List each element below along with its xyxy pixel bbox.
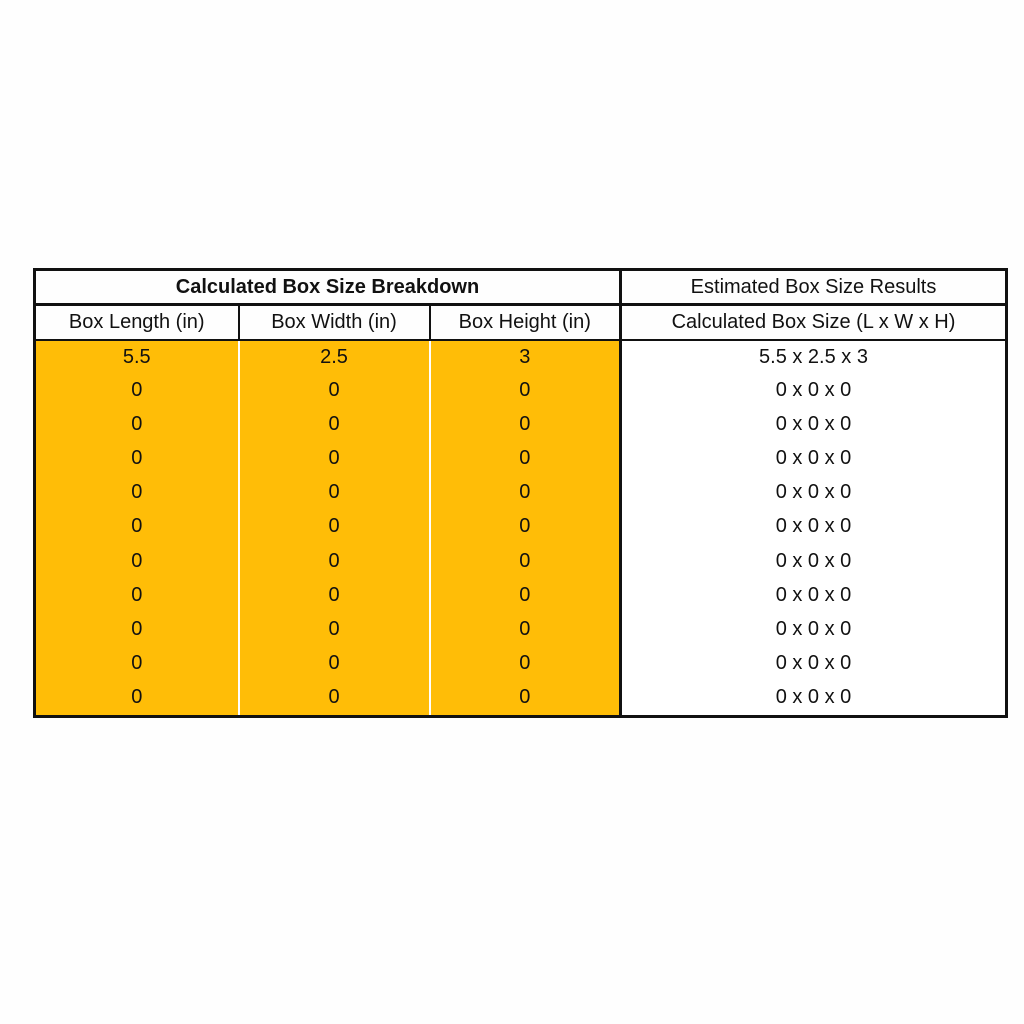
box-length-cell[interactable]: 0: [35, 374, 239, 408]
box-width-cell[interactable]: 2.5: [239, 340, 430, 374]
table-row: [35, 408, 1007, 442]
table-row: [35, 646, 1007, 680]
table-row: [35, 510, 1007, 544]
table-row: [35, 612, 1007, 646]
column-header-row: [35, 305, 1007, 340]
box-width-cell[interactable]: 0: [239, 612, 430, 646]
calculated-size-cell: 0 x 0 x 0: [621, 680, 1007, 716]
box-height-cell[interactable]: 0: [430, 476, 621, 510]
box-width-cell[interactable]: 0: [239, 578, 430, 612]
table-row: [35, 476, 1007, 510]
table-body: [35, 340, 1007, 717]
box-length-cell[interactable]: 0: [35, 510, 239, 544]
box-length-cell[interactable]: 0: [35, 646, 239, 680]
calculated-size-cell: 0 x 0 x 0: [621, 374, 1007, 408]
box-width-cell[interactable]: 0: [239, 646, 430, 680]
calculated-size-cell: 0 x 0 x 0: [621, 578, 1007, 612]
calculated-size-cell: 0 x 0 x 0: [621, 510, 1007, 544]
breakdown-group-header: Calculated Box Size Breakdown: [35, 270, 621, 305]
box-length-cell[interactable]: 0: [35, 578, 239, 612]
table-row: [35, 374, 1007, 408]
box-height-cell[interactable]: 0: [430, 646, 621, 680]
box-length-cell[interactable]: 0: [35, 442, 239, 476]
box-width-cell[interactable]: 0: [239, 510, 430, 544]
box-length-cell[interactable]: 0: [35, 476, 239, 510]
box-length-cell[interactable]: 0: [35, 680, 239, 716]
calculated-size-cell: 0 x 0 x 0: [621, 612, 1007, 646]
table-row: [35, 442, 1007, 476]
table-row: [35, 544, 1007, 578]
box-width-cell[interactable]: 0: [239, 544, 430, 578]
table-row: [35, 680, 1007, 716]
box-length-cell[interactable]: 5.5: [35, 340, 239, 374]
box-width-cell[interactable]: 0: [239, 476, 430, 510]
calculated-size-header: Calculated Box Size (L x W x H): [621, 305, 1007, 340]
box-width-cell[interactable]: 0: [239, 680, 430, 716]
calculated-size-cell: 0 x 0 x 0: [621, 408, 1007, 442]
box-height-cell[interactable]: 0: [430, 374, 621, 408]
calculated-size-cell: 0 x 0 x 0: [621, 646, 1007, 680]
box-length-cell[interactable]: 0: [35, 408, 239, 442]
calculated-size-cell: 0 x 0 x 0: [621, 442, 1007, 476]
table-row: [35, 578, 1007, 612]
box-height-cell[interactable]: 0: [430, 408, 621, 442]
box-length-header: Box Length (in): [35, 305, 239, 340]
table-row: [35, 340, 1007, 374]
box-height-cell[interactable]: 0: [430, 680, 621, 716]
box-width-header: Box Width (in): [239, 305, 430, 340]
box-size-table: [33, 268, 1008, 718]
group-header-row: [35, 270, 1007, 305]
calculated-size-cell: 0 x 0 x 0: [621, 544, 1007, 578]
box-width-cell[interactable]: 0: [239, 442, 430, 476]
box-height-cell[interactable]: 0: [430, 612, 621, 646]
box-length-cell[interactable]: 0: [35, 544, 239, 578]
box-height-cell[interactable]: 0: [430, 510, 621, 544]
box-length-cell[interactable]: 0: [35, 612, 239, 646]
box-height-cell[interactable]: 3: [430, 340, 621, 374]
box-width-cell[interactable]: 0: [239, 374, 430, 408]
box-height-header: Box Height (in): [430, 305, 621, 340]
box-width-cell[interactable]: 0: [239, 408, 430, 442]
calculated-size-cell: 0 x 0 x 0: [621, 476, 1007, 510]
box-height-cell[interactable]: 0: [430, 442, 621, 476]
results-group-header: Estimated Box Size Results: [621, 270, 1007, 305]
calculated-size-cell: 5.5 x 2.5 x 3: [621, 340, 1007, 374]
box-height-cell[interactable]: 0: [430, 578, 621, 612]
box-height-cell[interactable]: 0: [430, 544, 621, 578]
